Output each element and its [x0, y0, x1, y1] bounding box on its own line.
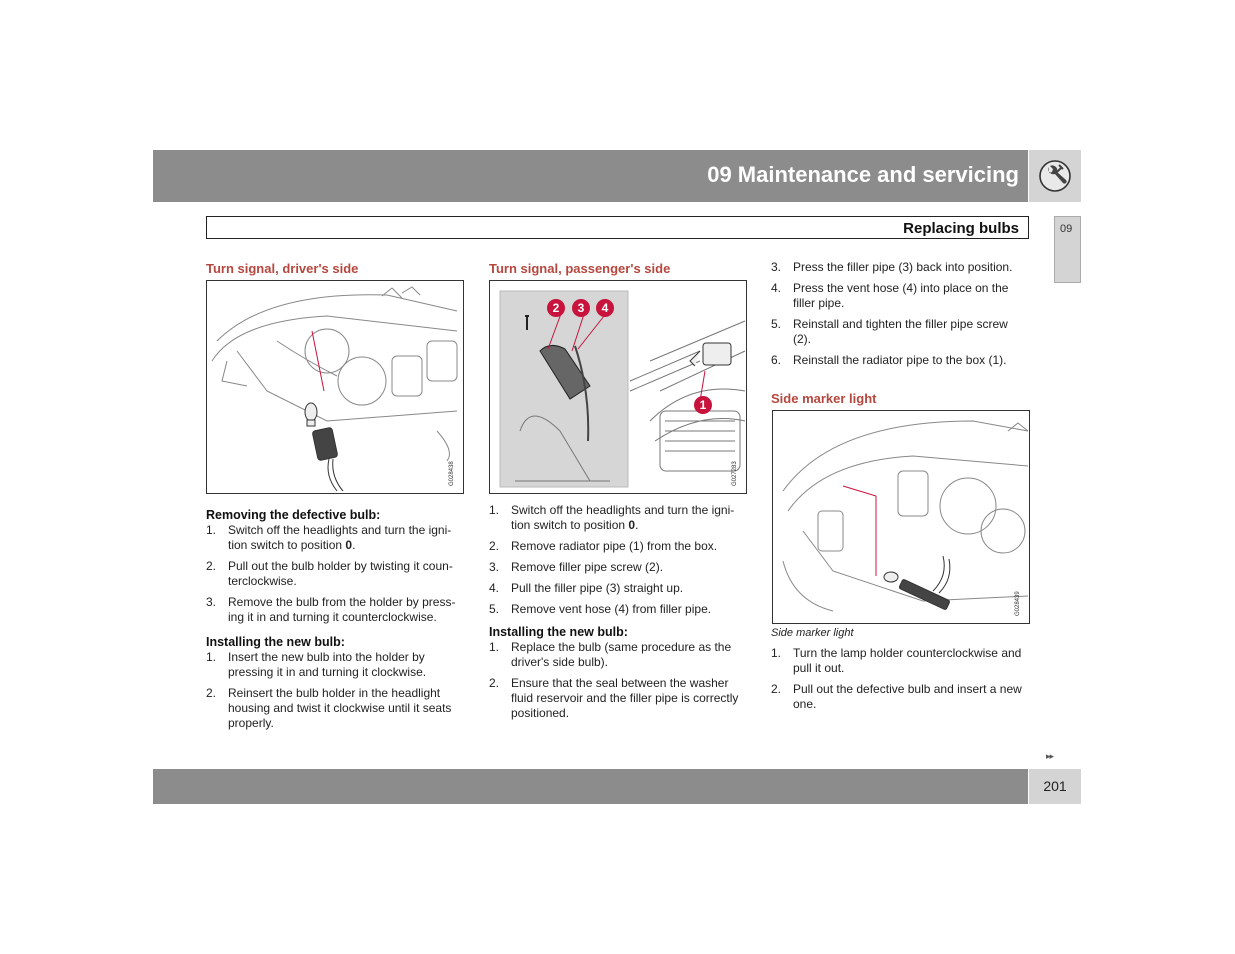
side-marker-steps-list	[771, 646, 1029, 712]
figure-passenger-side	[489, 280, 747, 494]
continue-arrows-icon: ▸▸	[1046, 751, 1054, 761]
column-continued-steps	[771, 260, 1029, 374]
callout-3: 3	[577, 301, 585, 315]
column-turn-signal-driver	[206, 261, 464, 276]
passenger-installing-title: Installing the new bulb:	[489, 625, 628, 639]
chapter-side-tab[interactable]	[1054, 216, 1081, 283]
page-number: 201	[1043, 778, 1067, 794]
chapter-icon-box	[1029, 150, 1081, 202]
list-item: 2. Remove radiator pipe (1) from the box.	[489, 539, 718, 553]
list-item: 2. Pull out the bulb holder by twisting it counterclockwise.	[206, 559, 453, 588]
list-item: 5. Remove vent hose (4) from filler pipe.	[489, 602, 712, 616]
driver-instructions	[206, 508, 464, 737]
side-tab-label: 09	[1060, 223, 1073, 235]
list-item: 2. Reinsert the bulb holder in the headlight housing and twist it clockwise until it seats properly.	[206, 686, 452, 730]
list-item: 2. Ensure that the seal between the washer fluid reservoir and the filler pipe is correctly positioned.	[489, 676, 739, 720]
column-turn-signal-passenger	[489, 261, 747, 276]
side-marker-instructions	[771, 646, 1029, 718]
passenger-instructions	[489, 503, 747, 727]
callout-4: 4	[601, 301, 609, 315]
removing-bulb-title: Removing the defective bulb:	[206, 508, 381, 522]
list-item: 5. Reinstall and tighten the filler pipe screw (2).	[771, 317, 1008, 346]
list-item: 1. Switch off the headlights and turn the ignition switch to position 0.	[489, 503, 735, 532]
side-marker-illustration	[773, 411, 1029, 623]
list-item: 1. Turn the lamp holder counterclockwise and pull it out.	[771, 646, 1022, 675]
figure-code-driver: G028438	[449, 461, 455, 486]
chapter-title: 09 Maintenance and servicing	[707, 162, 1019, 187]
section-title: Replacing bulbs	[903, 220, 1019, 237]
callout-2: 2	[552, 301, 560, 315]
list-item: 1. Replace the bulb (same procedure as the driver's side bulb).	[489, 640, 732, 669]
section-title-box	[206, 216, 1029, 239]
passenger-steps-list	[489, 503, 747, 617]
figure-code-passenger: G027283	[732, 461, 738, 486]
removing-steps-list	[206, 523, 464, 625]
figure-code-marker: G028439	[1015, 591, 1021, 616]
figure-driver-side-headlight	[206, 280, 464, 494]
list-item: 3. Press the filler pipe (3) back into position.	[771, 260, 1013, 274]
page-number-box	[1029, 769, 1081, 804]
wrench-icon	[1029, 150, 1081, 202]
callout-1: 1	[699, 398, 707, 412]
list-item: 4. Press the vent hose (4) into place on the filler pipe.	[771, 281, 1009, 310]
passenger-installing-list	[489, 640, 747, 721]
heading-turn-signal-passenger: Turn signal, passenger's side	[489, 261, 671, 276]
installing-bulb-title: Installing the new bulb:	[206, 635, 345, 649]
list-item: 1. Switch off the headlights and turn the ignition switch to position 0.	[206, 523, 452, 552]
figure-caption: Side marker light	[771, 627, 854, 639]
column-side-marker	[771, 391, 1029, 406]
list-item: 3. Remove the bulb from the holder by pressing it in and turning it counterclockwise.	[206, 595, 456, 624]
headlight-illustration	[207, 281, 463, 493]
heading-side-marker: Side marker light	[771, 391, 877, 406]
installing-steps-list	[206, 650, 464, 731]
list-item: 2. Pull out the defective bulb and insert a new one.	[771, 682, 1022, 711]
list-item: 3. Remove filler pipe screw (2).	[489, 560, 664, 574]
list-item: 1. Insert the new bulb into the holder by pressing it in and turning it clockwise.	[206, 650, 427, 679]
continued-steps-list	[771, 260, 1029, 368]
figure-side-marker-light	[772, 410, 1030, 624]
heading-turn-signal-driver: Turn signal, driver's side	[206, 261, 359, 276]
reservoir-illustration	[490, 281, 746, 493]
list-item: 4. Pull the filler pipe (3) straight up.	[489, 581, 684, 595]
footer-bar	[153, 769, 1028, 804]
list-item: 6. Reinstall the radiator pipe to the box (1).	[771, 353, 1007, 367]
